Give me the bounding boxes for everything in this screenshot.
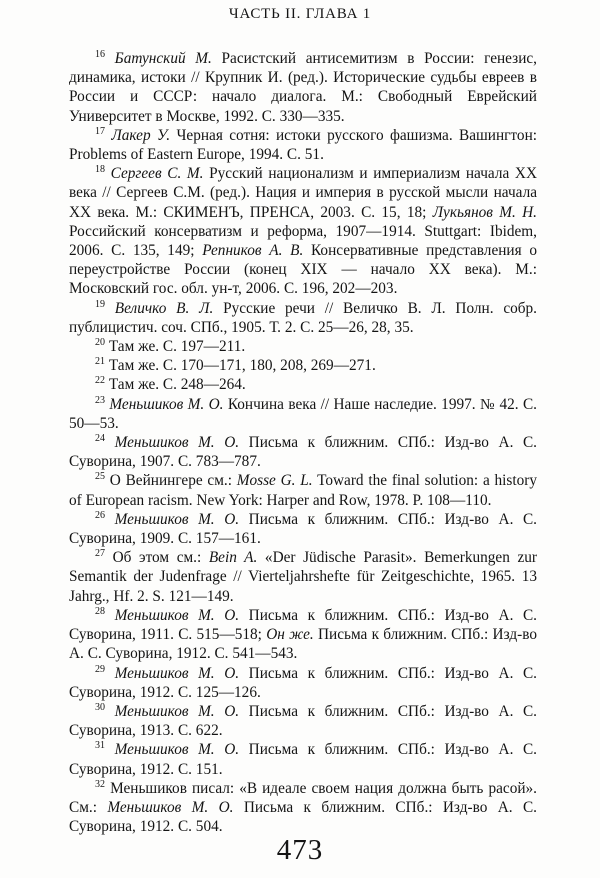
footnote-number: 23 <box>95 394 105 406</box>
footnote-23 <box>69 395 537 433</box>
footnote-text: Письма к ближним. СПб.: Изд-во А. С. Суворина, 1912. С. 151. <box>69 741 537 778</box>
footnote-number: 21 <box>95 356 105 368</box>
footnote-author: Репников А. В. <box>202 242 304 260</box>
footnote-text: Кончина века // Наше наследие. 1997. № 42. С. 50—53. <box>69 395 537 432</box>
footnote-text: Toward the final solution: a history of European racism. New York: Harper and Row, 1978. P. 108—110. <box>69 472 537 509</box>
footnote-31 <box>69 740 537 778</box>
footnote-text: Письма к ближним. СПб.: Изд-во А. С. Суворина, 1912. С. 125—126. <box>69 664 537 701</box>
running-header: ЧАСТЬ II. ГЛАВА 1 <box>228 6 372 22</box>
footnote-number: 20 <box>95 336 105 348</box>
footnote-30 <box>69 702 537 740</box>
footnote-number: 19 <box>95 298 105 310</box>
footnote-text: Русский национализм и империализм начала XX века // Сергеев С.М. (ред.). Нация и империя в русской мысли начала XX века. М.: СКИМЕНЪ, ПРЕНСА, 2003. С. 15, 18; <box>69 165 537 221</box>
footnote-number: 31 <box>95 740 105 752</box>
footnote-author: Bein A. <box>208 549 258 567</box>
footnote-number: 25 <box>95 471 105 483</box>
page-number: 473 <box>276 834 324 866</box>
footnotes-block <box>69 49 537 836</box>
footnote-text: Письма к ближним. СПб.: Изд-во А. С. Суворина, 1911. С. 515—518; <box>69 606 537 644</box>
footnote-author: Меньшиков М. О. <box>114 606 240 624</box>
footnote-number: 30 <box>95 701 105 713</box>
footnote-number: 32 <box>95 778 105 790</box>
footnote-number: 29 <box>95 663 105 675</box>
footnote-text: Об этом см.: <box>112 549 209 567</box>
footnote-text: Письма к ближним. СПб.: Изд-во А. С. Суворина, 1912. С. 504. <box>69 798 537 836</box>
footnote-number: 27 <box>95 548 105 560</box>
footnote-number: 28 <box>95 605 105 617</box>
footnote-24 <box>69 433 537 471</box>
footnote-author: Батунский М. <box>114 50 212 67</box>
footnote-author: Меньшиков М. О. <box>114 702 240 720</box>
footnote-text: Консервативные представления о переустройстве России (конец XIX — начало XX века). М.: Московский гос. обл. ун-т, 2006. С. 196, 202—203. <box>69 242 537 298</box>
footnote-number: 26 <box>95 509 105 521</box>
footnote-text: О Вейнингере см.: <box>109 472 237 490</box>
footnote-author: Меньшиков М. О. <box>114 434 240 452</box>
footnote-text: Русские речи // Величко В. Л. Полн. собр. публицистич. соч. СПб., 1905. Т. 2. С. 25—26, 28, 35. <box>69 299 538 336</box>
footnote-text: Черная сотня: истоки русского фашизма. Вашингтон: Problems of Eastern Europe, 1994. С. 51. <box>69 126 538 164</box>
footnote-16 <box>69 49 537 126</box>
footnote-author: Величко В. Л. <box>114 299 214 317</box>
footnote-number: 17 <box>95 125 105 137</box>
footnote-author: Сергеев С. М. <box>110 165 204 183</box>
footnote-author: Лукьянов М. Н. <box>432 203 537 221</box>
footnote-text: Письма к ближним. СПб.: Изд-во А. С. Суворина, 1909. С. 157—161. <box>69 510 537 548</box>
footnote-author: Меньшиков М. О. <box>114 510 240 528</box>
footnote-author: Меньшиков М. О. <box>107 798 234 816</box>
footnote-author: Меньшиков М. О. <box>114 664 240 682</box>
footnote-17 <box>69 126 537 164</box>
footnote-32 <box>69 779 537 837</box>
footnote-author: Он же. <box>266 626 314 644</box>
footnote-text: Там же. С. 197—211. <box>108 338 246 356</box>
footnote-number: 24 <box>95 432 105 444</box>
footnote-18 <box>69 164 537 298</box>
footnote-25 <box>69 471 537 509</box>
footnote-27 <box>69 548 537 606</box>
footnote-author: Mosse G. L. <box>236 472 313 490</box>
footnote-29 <box>69 664 537 702</box>
footnote-22 <box>69 375 537 394</box>
footnote-number: 16 <box>95 48 105 60</box>
footnote-text: Расистский антисемитизм в России: генезис, динамика, истоки // Крупник И. (ред.). Исторические судьбы евреев в России и СССР: начало диалога. М.: Свободный Еврейский Университет в Москве, 1992. С. 330—335. <box>69 50 537 125</box>
footnote-number: 22 <box>95 375 105 387</box>
footnote-text: Письма к ближним. СПб.: Изд-во А. С. Суворина, 1913. С. 622. <box>69 702 537 740</box>
footnote-21 <box>69 356 537 375</box>
footnote-number: 18 <box>95 164 105 176</box>
footnote-author: Меньшиков М. О. <box>114 741 240 759</box>
footnote-author: Меньшиков М. О. <box>109 395 224 413</box>
footnote-19 <box>69 299 537 337</box>
footnote-text: Там же. С. 170—171, 180, 208, 269—271. <box>108 357 376 375</box>
footnote-20 <box>69 337 537 356</box>
footnote-text: Письма к ближним. СПб.: Изд-во А. С. Суворина, 1912. С. 541—543. <box>69 626 537 663</box>
footnote-text: Российский консерватизм и реформа, 1907—1914. Stuttgart: Ibidem, 2006. С. 135, 149; <box>69 222 537 260</box>
footnote-text: Письма к ближним. СПб.: Изд-во А. С. Суворина, 1907. С. 783—787. <box>69 434 537 471</box>
footnote-text: Там же. С. 248—264. <box>108 376 246 394</box>
footnote-28 <box>69 606 537 664</box>
footnote-26 <box>69 510 537 548</box>
footnote-text: Меньшиков писал: «В идеале своем нация должна быть расой». См.: <box>69 779 538 816</box>
footnote-author: Лакер У. <box>111 126 171 144</box>
footnote-text: «Der Jüdische Parasit». Bemerkungen zur Semantik der Judenfrage // Vierteljahrshefte für Zeitgeschichte, 1965. 13 Jahrg., Hf. 2. S. 121—149. <box>69 549 537 605</box>
